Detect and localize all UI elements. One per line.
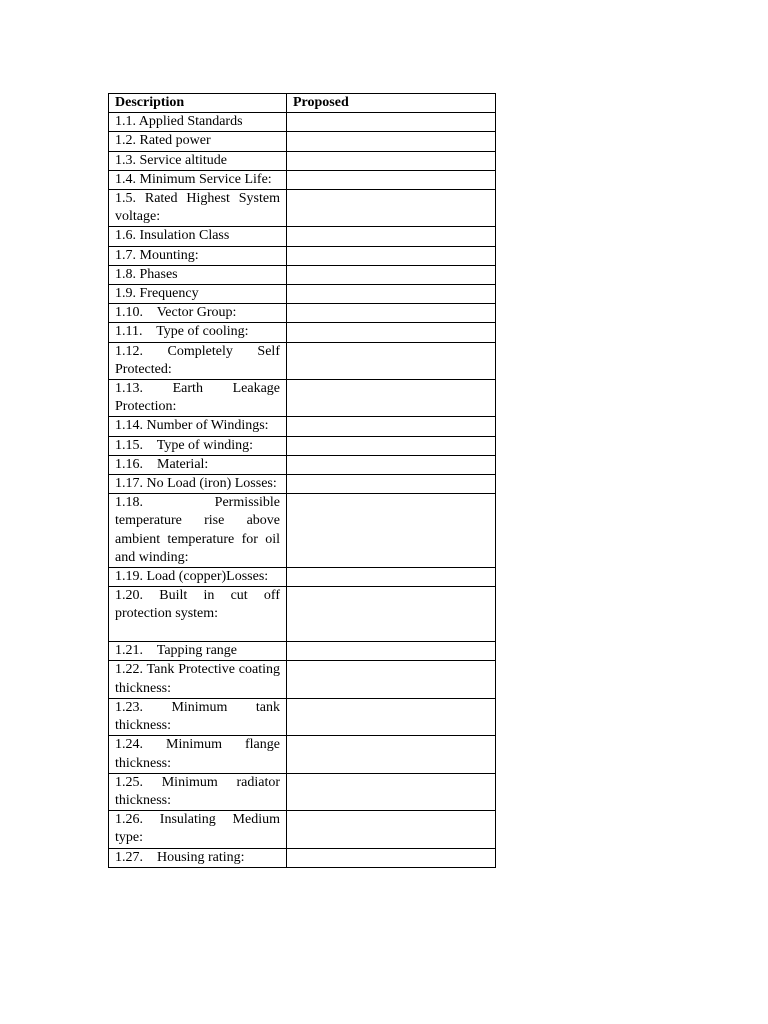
description-cell: 1.19. Load (copper)Losses: — [109, 568, 287, 587]
table-row — [109, 475, 496, 494]
proposed-cell[interactable] — [287, 170, 496, 189]
table-row — [109, 661, 496, 698]
table-row — [109, 568, 496, 587]
description-cell: 1.13. Earth Leakage Protection: — [109, 380, 287, 417]
proposed-cell[interactable] — [287, 455, 496, 474]
table-row — [109, 151, 496, 170]
table-row — [109, 227, 496, 246]
table-row — [109, 494, 496, 568]
proposed-cell[interactable] — [287, 698, 496, 735]
description-cell: 1.12. Completely Self Protected: — [109, 342, 287, 379]
description-cell: 1.22. Tank Protective coating thickness: — [109, 661, 287, 698]
table-row — [109, 736, 496, 773]
description-cell: 1.11. Type of cooling: — [109, 323, 287, 342]
description-cell: 1.5. Rated Highest System voltage: — [109, 190, 287, 227]
table-row — [109, 848, 496, 867]
header-proposed: Proposed — [287, 94, 496, 113]
table-row — [109, 698, 496, 735]
table-row — [109, 773, 496, 810]
description-cell: 1.7. Mounting: — [109, 246, 287, 265]
table-row — [109, 380, 496, 417]
description-cell: 1.27. Housing rating: — [109, 848, 287, 867]
proposed-cell[interactable] — [287, 342, 496, 379]
table-row — [109, 811, 496, 848]
description-cell: 1.20. Built in cut off protection system: — [109, 587, 287, 642]
table-row — [109, 342, 496, 379]
description-cell: 1.9. Frequency — [109, 285, 287, 304]
proposed-cell[interactable] — [287, 132, 496, 151]
proposed-cell[interactable] — [287, 587, 496, 642]
description-cell: 1.16. Material: — [109, 455, 287, 474]
proposed-cell[interactable] — [287, 494, 496, 568]
table-row — [109, 304, 496, 323]
description-cell: 1.26. Insulating Medium type: — [109, 811, 287, 848]
table-header-row — [109, 94, 496, 113]
proposed-cell[interactable] — [287, 417, 496, 436]
table-row — [109, 265, 496, 284]
proposed-cell[interactable] — [287, 661, 496, 698]
proposed-cell[interactable] — [287, 265, 496, 284]
description-cell: 1.23. Minimum tank thickness: — [109, 698, 287, 735]
proposed-cell[interactable] — [287, 323, 496, 342]
description-cell: 1.2. Rated power — [109, 132, 287, 151]
description-cell: 1.1. Applied Standards — [109, 113, 287, 132]
proposed-cell[interactable] — [287, 436, 496, 455]
description-cell: 1.8. Phases — [109, 265, 287, 284]
proposed-cell[interactable] — [287, 568, 496, 587]
proposed-cell[interactable] — [287, 151, 496, 170]
description-cell: 1.6. Insulation Class — [109, 227, 287, 246]
description-cell: 1.21. Tapping range — [109, 642, 287, 661]
specification-table — [108, 93, 496, 868]
description-cell: 1.15. Type of winding: — [109, 436, 287, 455]
table-row — [109, 285, 496, 304]
description-cell: 1.3. Service altitude — [109, 151, 287, 170]
table-row — [109, 587, 496, 642]
description-cell: 1.18. Permissible temperature rise above ambient temperature for oil and winding: — [109, 494, 287, 568]
table-row — [109, 113, 496, 132]
proposed-cell[interactable] — [287, 380, 496, 417]
proposed-cell[interactable] — [287, 246, 496, 265]
proposed-cell[interactable] — [287, 113, 496, 132]
table-row — [109, 642, 496, 661]
table-row — [109, 455, 496, 474]
proposed-cell[interactable] — [287, 304, 496, 323]
proposed-cell[interactable] — [287, 227, 496, 246]
description-cell: 1.4. Minimum Service Life: — [109, 170, 287, 189]
table-row — [109, 323, 496, 342]
table-row — [109, 132, 496, 151]
description-cell: 1.25. Minimum radiator thickness: — [109, 773, 287, 810]
header-description: Description — [109, 94, 287, 113]
description-cell: 1.10. Vector Group: — [109, 304, 287, 323]
proposed-cell[interactable] — [287, 811, 496, 848]
table-row — [109, 436, 496, 455]
table-row — [109, 170, 496, 189]
table-row — [109, 417, 496, 436]
proposed-cell[interactable] — [287, 773, 496, 810]
description-cell: 1.14. Number of Windings: — [109, 417, 287, 436]
proposed-cell[interactable] — [287, 736, 496, 773]
table-row — [109, 190, 496, 227]
proposed-cell[interactable] — [287, 190, 496, 227]
proposed-cell[interactable] — [287, 642, 496, 661]
description-cell: 1.24. Minimum flange thickness: — [109, 736, 287, 773]
proposed-cell[interactable] — [287, 285, 496, 304]
proposed-cell[interactable] — [287, 848, 496, 867]
description-cell: 1.17. No Load (iron) Losses: — [109, 475, 287, 494]
proposed-cell[interactable] — [287, 475, 496, 494]
table-row — [109, 246, 496, 265]
